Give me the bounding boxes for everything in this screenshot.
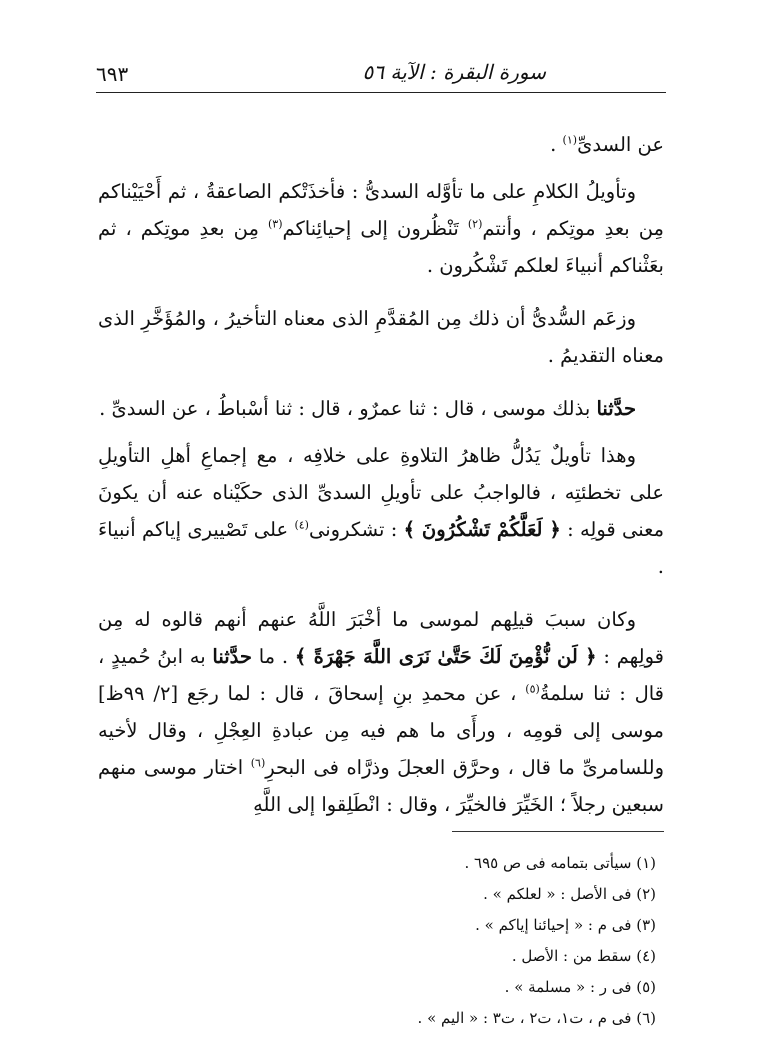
- paragraph-1: عن السدىِّ$^{(١)}$ .: [550, 133, 664, 156]
- page-number: ٦٩٣: [96, 62, 129, 86]
- footnote: (٢) فى الأصل : « لعلكم » .: [483, 885, 656, 903]
- running-header: [96, 56, 666, 93]
- footnote-ref: (٥): [525, 682, 540, 696]
- main-text: [98, 126, 664, 839]
- quran-quote: ﴿ لَن نُّؤْمِنَ لَكَ حَتَّىٰ نَرَى اللَّهَ جَهْرَةً ﴾: [294, 645, 597, 668]
- hadith-lead: حدَّثنا: [596, 397, 636, 420]
- footnote-ref: (٢): [467, 217, 483, 231]
- footnote-divider: [452, 831, 664, 832]
- footnote-ref: (٣): [267, 217, 283, 231]
- footnote: (٣) فى م : « إحيائنا إياكم » .: [475, 916, 656, 934]
- footnote-ref: (١): [562, 133, 578, 147]
- quran-quote: ﴿ لَعَلَّكُمْ تَشْكُرُونَ ﴾: [403, 518, 561, 541]
- paragraph-6: وكان سببَ قيلِهم لموسى ما أخْبَرَ اللَّهُ عنهم أنهم قالوه له مِن قولِهم : ﴿ لَن نُّؤْمِنَ لَكَ حَتَّىٰ نَرَى اللَّهَ جَهْرَةً ﴾ . ما حدَّثنا به ابنُ حُميدٍ ، قال : ثنا سلمةُ$^{(٥)}$ ، عن محمدِ بنِ إسحاقَ ، قال : لما رجَع [٢/ ٩٩ظ] موسى إلى قومِه ، ورأَى ما هم فيه مِن عبادةِ العِجْلِ ، وقال لأخيه وللسامرىِّ ما قال ، وحرَّق العجلَ وذرَّاه فى البحرِ$^{(٦)}$ اختار موسى منهم سبعين رجلاً ؛ الخَيِّرَ فالخيِّرَ ، وقال : انْطَلِقوا إلى اللَّهِ: [98, 608, 664, 816]
- footnote: (١) سيأتى بتمامه فى ص ٦٩٥ .: [464, 854, 656, 872]
- footnote: (٥) فى ر : « مسلمة » .: [504, 978, 656, 996]
- paragraph-2: وتأويلُ الكلامِ على ما تأوَّله السدىُّ : فأخذَتْكم الصاعقةُ ، ثم أَحْيَيْناكم مِن بعدِ موتِكم ، وأنتم$^{(٢)}$ تَنْظُرون إلى إحيائِناكم$^{(٣)}$ مِن بعدِ موتِكم ، ثم بعَثْناكم أنبياءَ لعلكم تَشْكُرون .: [98, 180, 664, 277]
- paragraph-3: وزعَم السُّدىُّ أن ذلك مِن المُقدَّمِ الذى معناه التأخيرُ ، والمُؤَخَّرِ الذى معناه التقديمُ .: [98, 307, 664, 367]
- hadith-lead: حدَّثنا: [212, 645, 252, 668]
- footnotes: [300, 848, 656, 1034]
- footnote-ref: (٤): [294, 518, 309, 532]
- manuscript-marker: [٢/ ٩٩ظ]: [98, 682, 179, 705]
- footnote: (٦) فى م ، ت١، ت٢ ، ت٣ : « اليم » .: [417, 1009, 656, 1027]
- footnote-ref: (٦): [250, 756, 266, 770]
- paragraph-4: حدَّثنا بذلك موسى ، قال : ثنا عمرٌو ، قال : ثنا أسْباطُ ، عن السدىِّ .: [99, 397, 636, 420]
- running-title: سورة البقرة : الآية ٥٦: [362, 60, 546, 84]
- paragraph-5: وهذا تأويلٌ يَدُلُّ ظاهرُ التلاوةِ على خلافِه ، مع إجماعِ أهلِ التأويلِ على تخطئتِه ، فالواجبُ على تأويلِ السدىِّ الذى حكَيْناه عنه أن يكونَ معنى قولِه : ﴿ لَعَلَّكُمْ تَشْكُرُونَ ﴾ : تشكرونى$^{(٤)}$ على تَصْييرى إياكم أنبياءَ .: [98, 444, 665, 578]
- footnote: (٤) سقط من : الأصل .: [511, 947, 656, 965]
